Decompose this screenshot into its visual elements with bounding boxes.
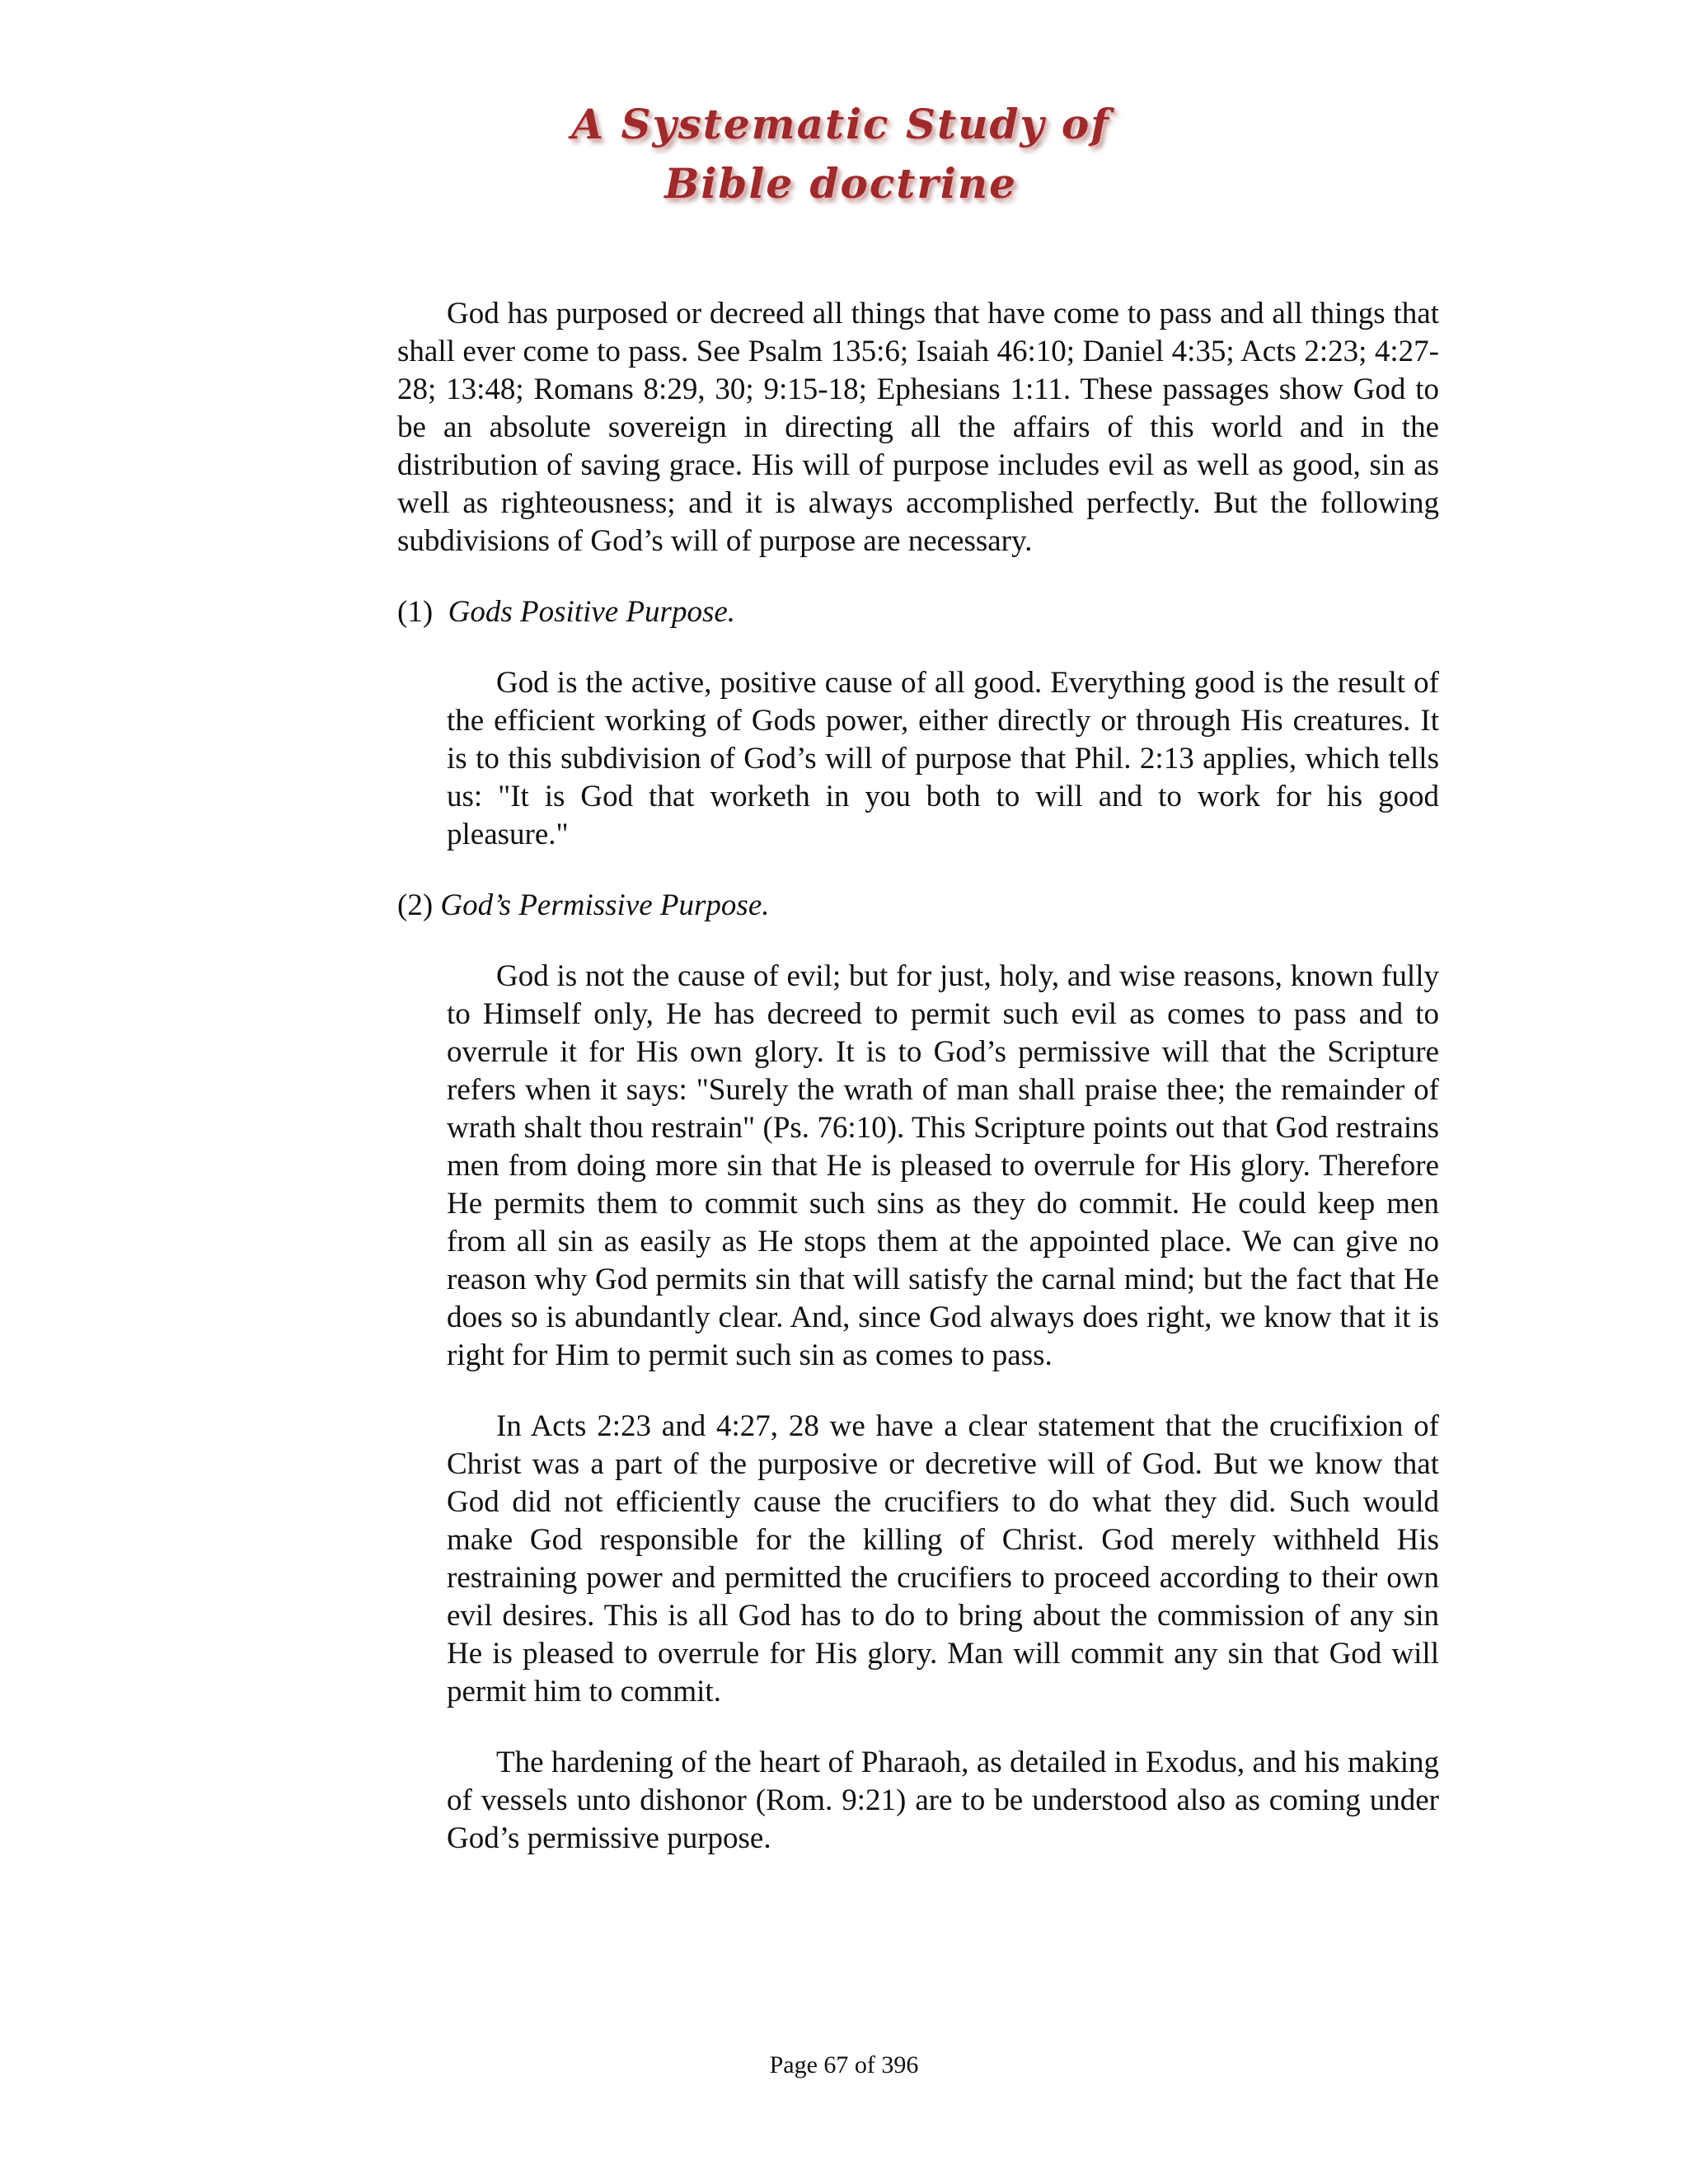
section-2-paragraph-2: In Acts 2:23 and 4:27, 28 we have a clear statement that the crucifixion of Christ was a part of the purposive or decretive will of God. But we know that God did not efficiently cause the crucifiers to do what they did. Such would make God responsible for the killing of Christ. God merely withheld His restraining power and permitted the crucifiers to proceed according to their own evil desires. This is all God has to do to bring about the commission of any sin He is pleased to overrule for His glory. Man will commit any sin that God will permit him to commit. xyxy=(447,1409,1439,1708)
title-banner xyxy=(560,95,1121,218)
section-2-number: (2) xyxy=(397,888,434,922)
section-2-paragraph-1: God is not the cause of evil; but for just, holy, and wise reasons, known fully to Himself only, He has decreed to permit such evil as comes to pass and to overrule it for His own glory. It is to God’s permissive will that the Scripture refers when it says: "Surely the wrath of man shall praise thee; the remainder of wrath shalt thou restrain" (Ps. 76:10). This Scripture points out that God restrains men from doing more sin that He is pleased to overrule for His glory. Therefore He permits them to commit such sins as they do commit. He could keep men from all sin as easily as He stops them at the appointed place. We can give no reason why God permits sin that will satisfy the carnal mind; but the fact that He does so is abundantly clear. And, since God always does right, we know that it is right for Him to permit such sin as comes to pass. xyxy=(447,959,1439,1372)
section-2-paragraph-3: The hardening of the heart of Pharaoh, as detailed in Exodus, and his making of vessels unto dishonor (Rom. 9:21) are to be understood also as coming under God’s permissive purpose. xyxy=(447,1746,1439,1855)
page-content xyxy=(397,295,1439,1891)
banner-line-2: Bible doctrine xyxy=(664,159,1017,208)
section-2-heading xyxy=(397,887,1439,925)
section-2-title: God’s Permissive Purpose. xyxy=(440,888,770,922)
page-number: Page 67 of 396 xyxy=(769,2051,919,2079)
section-1-paragraph: God is the active, positive cause of all good. Everything good is the result of the efficient working of Gods power, either directly or through His creatures. It is to this subdivision of God’s will of purpose that Phil. 2:13 applies, which tells us: "It is God that worketh in you both to will and to work for his good pleasure." xyxy=(447,666,1439,851)
section-1-number: (1) xyxy=(397,595,434,629)
section-1-heading xyxy=(397,593,1439,631)
banner-line-1: A Systematic Study of xyxy=(571,100,1110,148)
intro-paragraph: God has purposed or decreed all things that have come to pass and all things that shall ever come to pass. See Psalm 135:6; Isaiah 46:10; Daniel 4:35; Acts 2:23; 4:27-28; 13:48; Romans 8:29, 30; 9:15-18; Ephesians 1:11. These passages show God to be an absolute sovereign in directing all the affairs of this world and in the distribution of saving grace. His will of purpose includes evil as well as good, sin as well as righteousness; and it is always accomplished perfectly. But the following subdivisions of God’s will of purpose are necessary. xyxy=(397,297,1439,558)
section-1-title: Gods Positive Purpose. xyxy=(448,595,736,629)
